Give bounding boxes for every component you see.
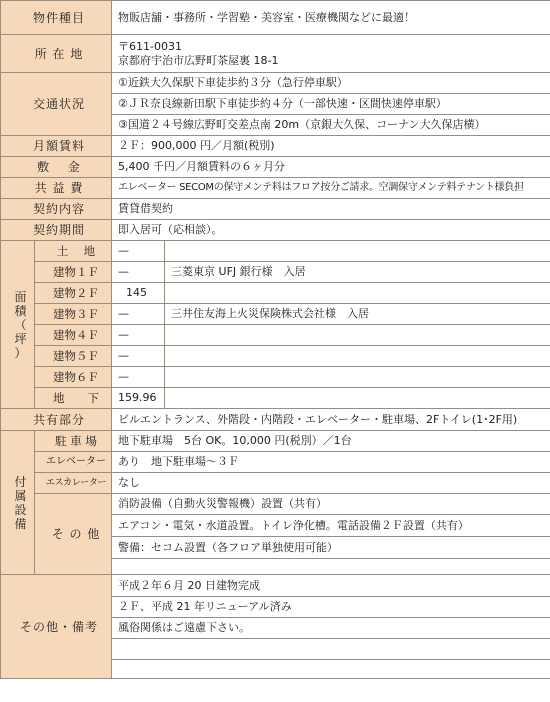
label-shared: 共有部分 <box>1 409 112 431</box>
value-parking: 地下駐車場 5台 OK。10,000 円(税別）／1台 <box>112 431 550 452</box>
value-property-type: 物販店舗・事務所・学習塾・美容室・医療機関などに最適！ <box>112 1 550 35</box>
row-deposit <box>1 157 550 178</box>
other-facility-line: エアコン・電気・水道設置。トイレ浄化槽。電話設備２Ｆ設置（共有） <box>112 515 550 537</box>
area-label: 土 地 <box>35 241 112 262</box>
area-label: 建物３Ｆ <box>35 304 112 325</box>
label-parking: 駐 車 場 <box>35 431 112 452</box>
area-value: 145 <box>112 283 165 304</box>
label-elevator: エレベーター <box>35 452 112 473</box>
row-parking <box>1 431 550 452</box>
label-facilities: 付 属 設 備 <box>1 431 35 575</box>
area-row <box>1 304 550 325</box>
value-shared: ビルエントランス、外階段・内階段・エレベーター・駐車場、2Fトイレ(1･2F用) <box>112 409 550 431</box>
label-property-type: 物件種目 <box>1 1 112 35</box>
label-escalator: エスカレーター <box>35 473 112 494</box>
remark-line: 平成２年６月 20 日建物完成 <box>112 575 550 597</box>
area-label: 地 下 <box>35 388 112 409</box>
transport-line: ①近鉄大久保駅下車徒歩約３分（急行停車駅） <box>112 73 550 94</box>
label-deposit: 敷 金 <box>1 157 112 178</box>
row-rent <box>1 136 550 157</box>
label-location: 所 在 地 <box>1 35 112 73</box>
remark-line <box>112 639 550 660</box>
area-note <box>165 388 550 409</box>
value-contract: 賃貸借契約 <box>112 199 550 220</box>
value-deposit: 5,400 千円／月額賃料の６ヶ月分 <box>112 157 550 178</box>
row-remarks <box>1 575 550 597</box>
other-facility-line: 警備：セコム設置（各フロア単独使用可能） <box>112 537 550 559</box>
area-note: 三菱東京 UFJ 銀行様 入居 <box>165 262 550 283</box>
area-value: — <box>112 346 165 367</box>
other-facility-line <box>112 559 550 575</box>
label-transport: 交通状況 <box>1 73 112 136</box>
area-label: 建物６Ｆ <box>35 367 112 388</box>
row-shared <box>1 409 550 431</box>
area-row <box>1 367 550 388</box>
label-area: 面 積 （ 坪 ） <box>1 241 35 409</box>
area-value: — <box>112 367 165 388</box>
value-period: 即入居可（応相談）。 <box>112 220 550 241</box>
area-note <box>165 325 550 346</box>
area-row <box>1 241 550 262</box>
remark-line: ２Ｆ、平成 21 年リニューアル済み <box>112 597 550 618</box>
value-location <box>112 35 550 73</box>
label-rent: 月額賃料 <box>1 136 112 157</box>
area-note <box>165 367 550 388</box>
label-period: 契約期間 <box>1 220 112 241</box>
address: 京都府宇治市広野町茶屋裏 18-1 <box>118 53 279 67</box>
remark-line <box>112 660 550 679</box>
label-remarks: その他・備考 <box>1 575 112 679</box>
area-note: 三井住友海上火災保険株式会社様 入居 <box>165 304 550 325</box>
area-label: 建物２Ｆ <box>35 283 112 304</box>
area-note <box>165 346 550 367</box>
postal-code: 〒611-0031 <box>118 39 182 53</box>
area-row <box>1 346 550 367</box>
row-other-facility <box>1 494 550 515</box>
area-value: 159.96 <box>112 388 165 409</box>
area-row <box>1 388 550 409</box>
row-common-fee <box>1 178 550 199</box>
value-escalator: なし <box>112 473 550 494</box>
row-transport-1 <box>1 73 550 94</box>
row-escalator <box>1 473 550 494</box>
value-rent: ２Ｆ：900,000 円／月額(税別) <box>112 136 550 157</box>
area-label: 建物１Ｆ <box>35 262 112 283</box>
area-note <box>165 283 550 304</box>
area-value: — <box>112 241 165 262</box>
area-row <box>1 262 550 283</box>
value-elevator: あり 地下駐車場～３Ｆ <box>112 452 550 473</box>
remark-line: 風俗関係はご遠慮下さい。 <box>112 618 550 639</box>
transport-line: ②ＪＲ奈良線新田駅下車徒歩約４分（一部快速・区間快速停車駅） <box>112 94 550 115</box>
area-value: — <box>112 304 165 325</box>
row-contract <box>1 199 550 220</box>
value-common-fee: エレベーター SECOMの保守メンテ料はフロア按分ご請求。空調保守メンテ料テナント様負担 <box>112 178 550 199</box>
row-property-type <box>1 1 550 35</box>
area-label: 建物４Ｆ <box>35 325 112 346</box>
label-other-facility: そ の 他 <box>35 494 112 575</box>
label-contract: 契約内容 <box>1 199 112 220</box>
label-common-fee: 共 益 費 <box>1 178 112 199</box>
area-note <box>165 241 550 262</box>
area-row <box>1 325 550 346</box>
area-value: — <box>112 325 165 346</box>
area-row <box>1 283 550 304</box>
row-elevator <box>1 452 550 473</box>
row-period <box>1 220 550 241</box>
area-label: 建物５Ｆ <box>35 346 112 367</box>
area-value: — <box>112 262 165 283</box>
other-facility-line: 消防設備（自動火災警報機）設置（共有） <box>112 494 550 515</box>
row-location <box>1 35 550 73</box>
transport-line: ③国道２４号線広野町交差点南 20m（京銀大久保、コーナン大久保店横） <box>112 115 550 136</box>
